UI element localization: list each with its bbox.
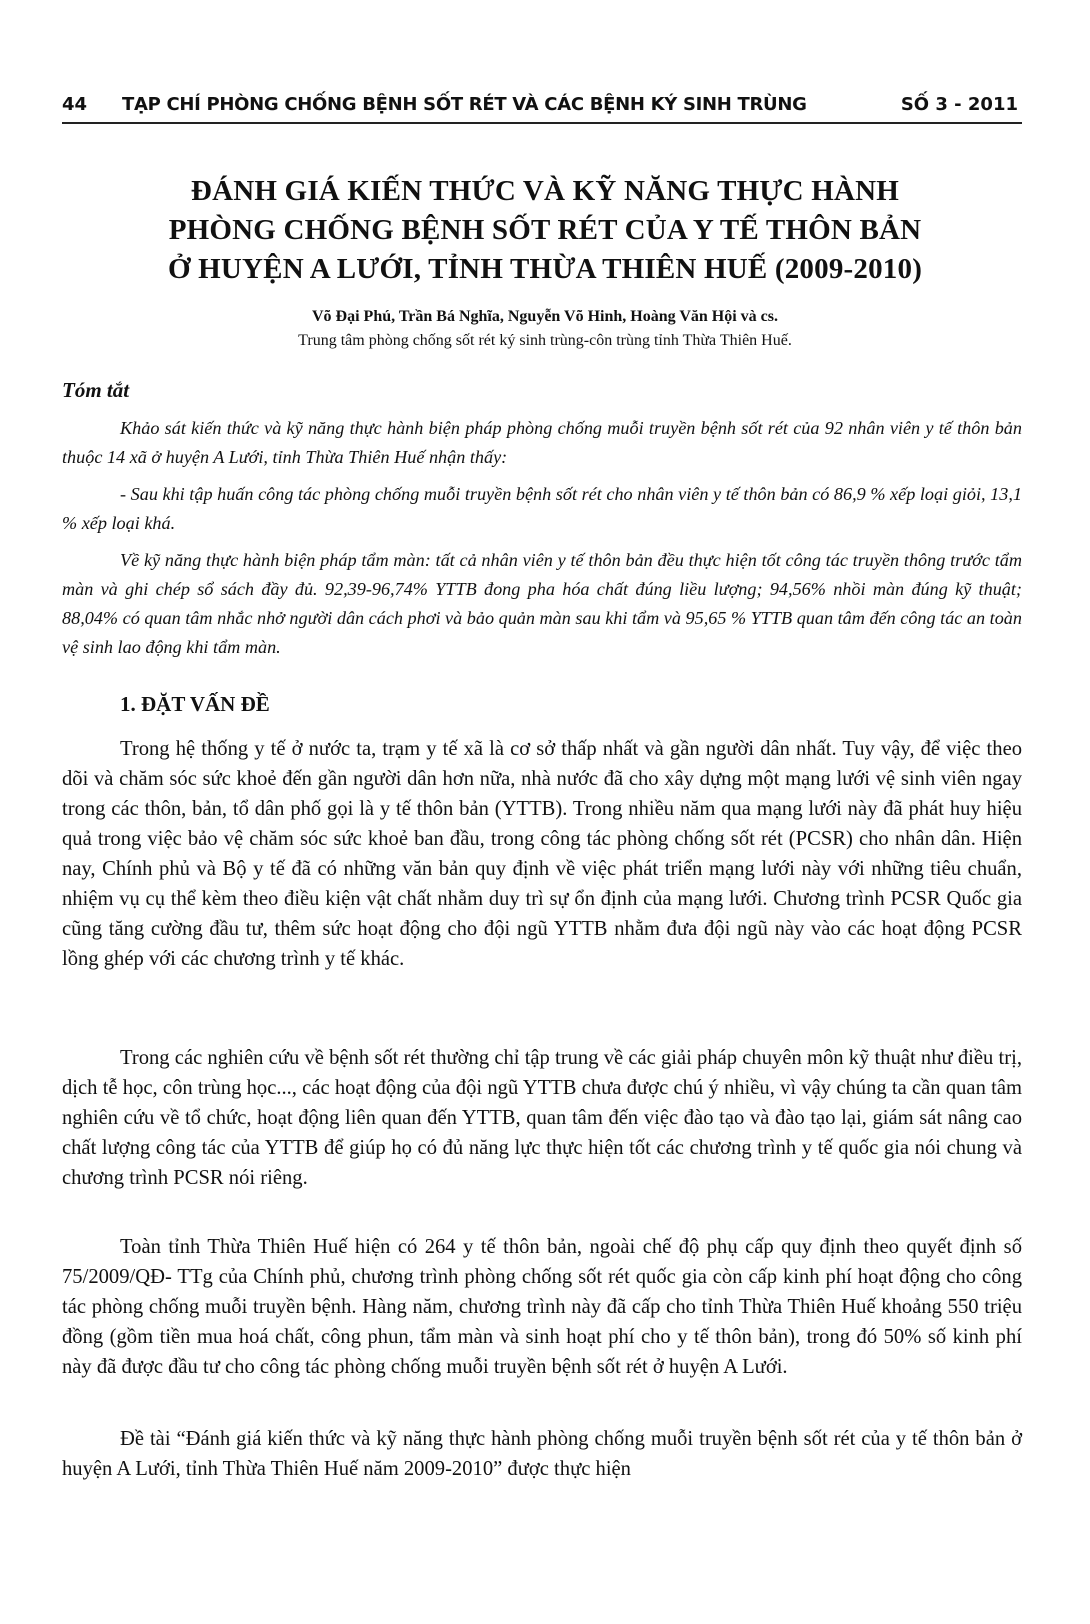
authors: Võ Đại Phú, Trần Bá Nghĩa, Nguyễn Võ Hinh, Hoàng Văn Hội và cs. xyxy=(311,308,779,325)
abstract-paragraph: Về kỹ năng thực hành biện pháp tẩm màn: tất cả nhân viên y tế thôn bản đều thực hiện tốt công tác truyền thông trước tẩm màn và ghi chép sổ sách đầy đủ. 92,39-96,74% YTTB đong pha hóa chất đúng liều lượng; 94,56% nhồi màn đúng kỹ thuật; 88,04% có quan tâm nhắc nhở người dân cách phơi và bảo quản màn sau khi tẩm và 95,65 % YTTB quan tâm đến công tác an toàn vệ sinh lao động khi tẩm màn. xyxy=(62,550,1022,657)
affiliation: Trung tâm phòng chống sốt rét ký sinh trùng-côn trùng tỉnh Thừa Thiên Huế. xyxy=(298,332,792,349)
journal-name: TẠP CHÍ PHÒNG CHỐNG BỆNH SỐT RÉT VÀ CÁC BỆNH KÝ SINH TRÙNG xyxy=(122,94,807,115)
body-paragraph: Trong hệ thống y tế ở nước ta, trạm y tế xã là cơ sở thấp nhất và gần người dân nhất. Tuy vậy, để việc theo dõi và chăm sóc sức khoẻ đến gần người dân hơn nữa, nhà nước đã cho xây dựng một mạng lưới vệ sinh viên ngay trong các thôn, bản, tổ dân phố gọi là y tế thôn bản (YTTB). Trong nhiều năm qua mạng lưới này đã phát huy hiệu quả trong việc bảo vệ chăm sóc sức khoẻ ban đầu, trong công tác phòng chống sốt rét (PCSR) cho nhân dân. Hiện nay, Chính phủ và Bộ y tế đã có những văn bản quy định về việc phát triển mạng lưới này với những tiêu chuẩn, nhiệm vụ cụ thể kèm theo điều kiện vật chất nhằm duy trì sự ổn định của mạng lưới. Chương trình PCSR Quốc gia cũng tăng cường đầu tư, thêm sức hoạt động cho đội ngũ YTTB nhằm đưa đội ngũ này vào các hoạt động PCSR lồng ghép với các chương trình y tế khác. xyxy=(62,738,1022,970)
body-paragraph: Trong các nghiên cứu về bệnh sốt rét thường chỉ tập trung về các giải pháp chuyên môn kỹ thuật như điều trị, dịch tễ học, côn trùng học..., các hoạt động của đội ngũ YTTB chưa được chú ý nhiều, vì vậy chúng ta cần quan tâm nghiên cứu về tổ chức, hoạt động liên quan đến YTTB, quan tâm đến việc đào tạo và đào tạo lại, giám sát nâng cao chất lượng công tác của YTTB để giúp họ có đủ năng lực thực hiện tốt các chương trình y tế quốc gia nói chung và chương trình PCSR nói riêng. xyxy=(62,1047,1022,1189)
issue-number: SỐ 3 - 2011 xyxy=(900,94,1018,115)
abstract-paragraph: - Sau khi tập huấn công tác phòng chống muỗi truyền bệnh sốt rét cho nhân viên y tế thôn bản có 86,9 % xếp loại giỏi, 13,1 % xếp loại khá. xyxy=(62,484,1022,533)
title-line-3: Ở HUYỆN A LƯỚI, TỈNH THỪA THIÊN HUẾ (2009-2010) xyxy=(167,253,923,285)
page-number: 44 xyxy=(62,94,88,115)
body-paragraph: Toàn tỉnh Thừa Thiên Huế hiện có 264 y tế thôn bản, ngoài chế độ phụ cấp quy định theo quyết định số 75/2009/QĐ- TTg của Chính phủ, chương trình phòng chống sốt rét quốc gia còn cấp kinh phí hoạt động cho công tác phòng chống muỗi truyền bệnh. Hàng năm, chương trình này đã cấp cho tỉnh Thừa Thiên Huế khoảng 550 triệu đồng (gồm tiền mua hoá chất, công phun, tẩm màn và sinh hoạt phí cho y tế thôn bản), trong đó 50% số kinh phí này đã được đầu tư cho công tác phòng chống muỗi truyền bệnh sốt rét ở huyện A Lưới. xyxy=(62,1236,1022,1378)
running-head xyxy=(62,92,1022,124)
title-line-1: ĐÁNH GIÁ KIẾN THỨC VÀ KỸ NĂNG THỰC HÀNH xyxy=(190,175,900,207)
article-title xyxy=(80,172,1010,289)
body-paragraph: Đề tài “Đánh giá kiến thức và kỹ năng thực hành phòng chống muỗi truyền bệnh sốt rét của y tế thôn bản ở huyện A Lưới, tỉnh Thừa Thiên Huế năm 2009-2010” được thực hiện xyxy=(62,1428,1022,1480)
title-line-2: PHÒNG CHỐNG BỆNH SỐT RÉT CỦA Y TẾ THÔN BẢN xyxy=(168,214,922,246)
abstract-heading: Tóm tắt xyxy=(62,378,130,402)
section-heading: 1. ĐẶT VẤN ĐỀ xyxy=(120,692,270,716)
abstract-paragraph: Khảo sát kiến thức và kỹ năng thực hành biện pháp phòng chống muỗi truyền bệnh sốt rét của 92 nhân viên y tế thôn bản thuộc 14 xã ở huyện A Lưới, tỉnh Thừa Thiên Huế nhận thấy: xyxy=(62,418,1022,467)
